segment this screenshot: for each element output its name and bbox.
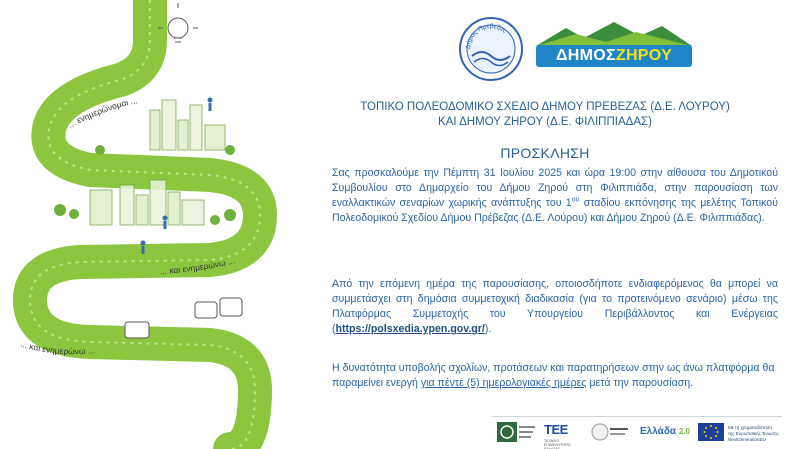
ministry-logo (496, 421, 536, 443)
eu-funding-text: Με τη χρηματοδότηση της Ευρωπαϊκής Ένωσης NextGenerationEU (728, 425, 779, 442)
prevezas-logo-text: Δήμος Πρέβεζας (464, 22, 508, 50)
sponsor-logos-bar (492, 416, 782, 449)
illustration-panel (0, 0, 300, 449)
road-text-middle: ... και ενημερώνω ... (159, 255, 236, 276)
invitation-paragraph: Σας προσκαλούμε την Πέμπτη 31 Ιουλίου 2025 και ώρα 19:00 στην αίθουσα του Δημοτικού Συμβουλίου στο Δημαρχείο του Δήμου Ζηρού στη Φιλιππιάδα, στην παρουσίαση των εναλλακτικών σεναρίων χωρικής ανάπτυξης του $1^{o\upsilon}$ σταδίου εκπόνησης της μελέτης Τοπικού Πολεοδομικού Σχεδίου Δήμου Πρέβεζας (Δ.Ε. Λούρου) και Δήμου Ζηρού (Δ.Ε. Φιλιππιάδας). (332, 167, 778, 224)
heading-line-1: ΤΟΠΙΚΟ ΠΟΛΕΟΔΟΜΙΚΟ ΣΧΕΔΙΟ ΔΗΜΟΥ ΠΡΕΒΕΖΑΣ (Δ.Ε. ΛΟΥΡΟΥ) (360, 101, 730, 113)
zirou-logo (532, 20, 696, 80)
prevezas-logo (458, 14, 524, 84)
heading-line-2: ΚΑΙ ΔΗΜΟΥ ΖΗΡΟΥ (Δ.Ε. ΦΙΛΙΠΠΙΑΔΑΣ) (438, 116, 652, 128)
document-heading (330, 100, 760, 130)
partner-logo (590, 421, 630, 443)
tee-logo: ΤΕΕ ΤΕΧΝΙΚΟ ΕΠΙΜΕΛΗΤΗΡΙΟ ΕΛΛΑΔΑΣ (544, 422, 571, 449)
participation-paragraph: Από την επόμενη ημέρα της παρουσίασης, οποιοσδήποτε ενδιαφερόμενος θα μπορεί να συμμετάσχει στη δημόσια συμμετοχική διαδικασία (για το προτεινόμενο σενάριο) μέσω της Πλατφόρμας Συμμετοχής του Υπουργείου Περιβάλλοντος και Ενέργειας (https://polsxedia.ypen.gov.gr/). (332, 278, 778, 335)
invitation-title: ΠΡΟΣΚΛΗΣΗ (500, 145, 590, 161)
road-text-top: ... ενημερώνομαι ... (66, 95, 139, 130)
mountains-icon (536, 20, 692, 46)
road-text-bottom: ... και ενημερώνω ... (19, 338, 96, 357)
eu-flag-icon (698, 421, 724, 443)
platform-link[interactable]: https://polsxedia.ypen.gov.gr/ (335, 323, 485, 335)
duration-text: για πέντε (5) ημερολογιακές ημέρες (420, 377, 587, 389)
comments-paragraph: Η δυνατότητα υποβολής σχολίων, προτάσεων και παρατηρήσεων στην ως άνω πλατφόρμα θα παραμείνει ενεργή για πέντε (5) ημερολογιακές ημέρες μετά την παρουσίαση. (332, 362, 775, 389)
ellada-2-logo: Ελλάδα 2.0 (640, 426, 690, 437)
zirou-logo-label: ΔΗΜΟΣΖΗΡΟΥ (536, 45, 692, 67)
